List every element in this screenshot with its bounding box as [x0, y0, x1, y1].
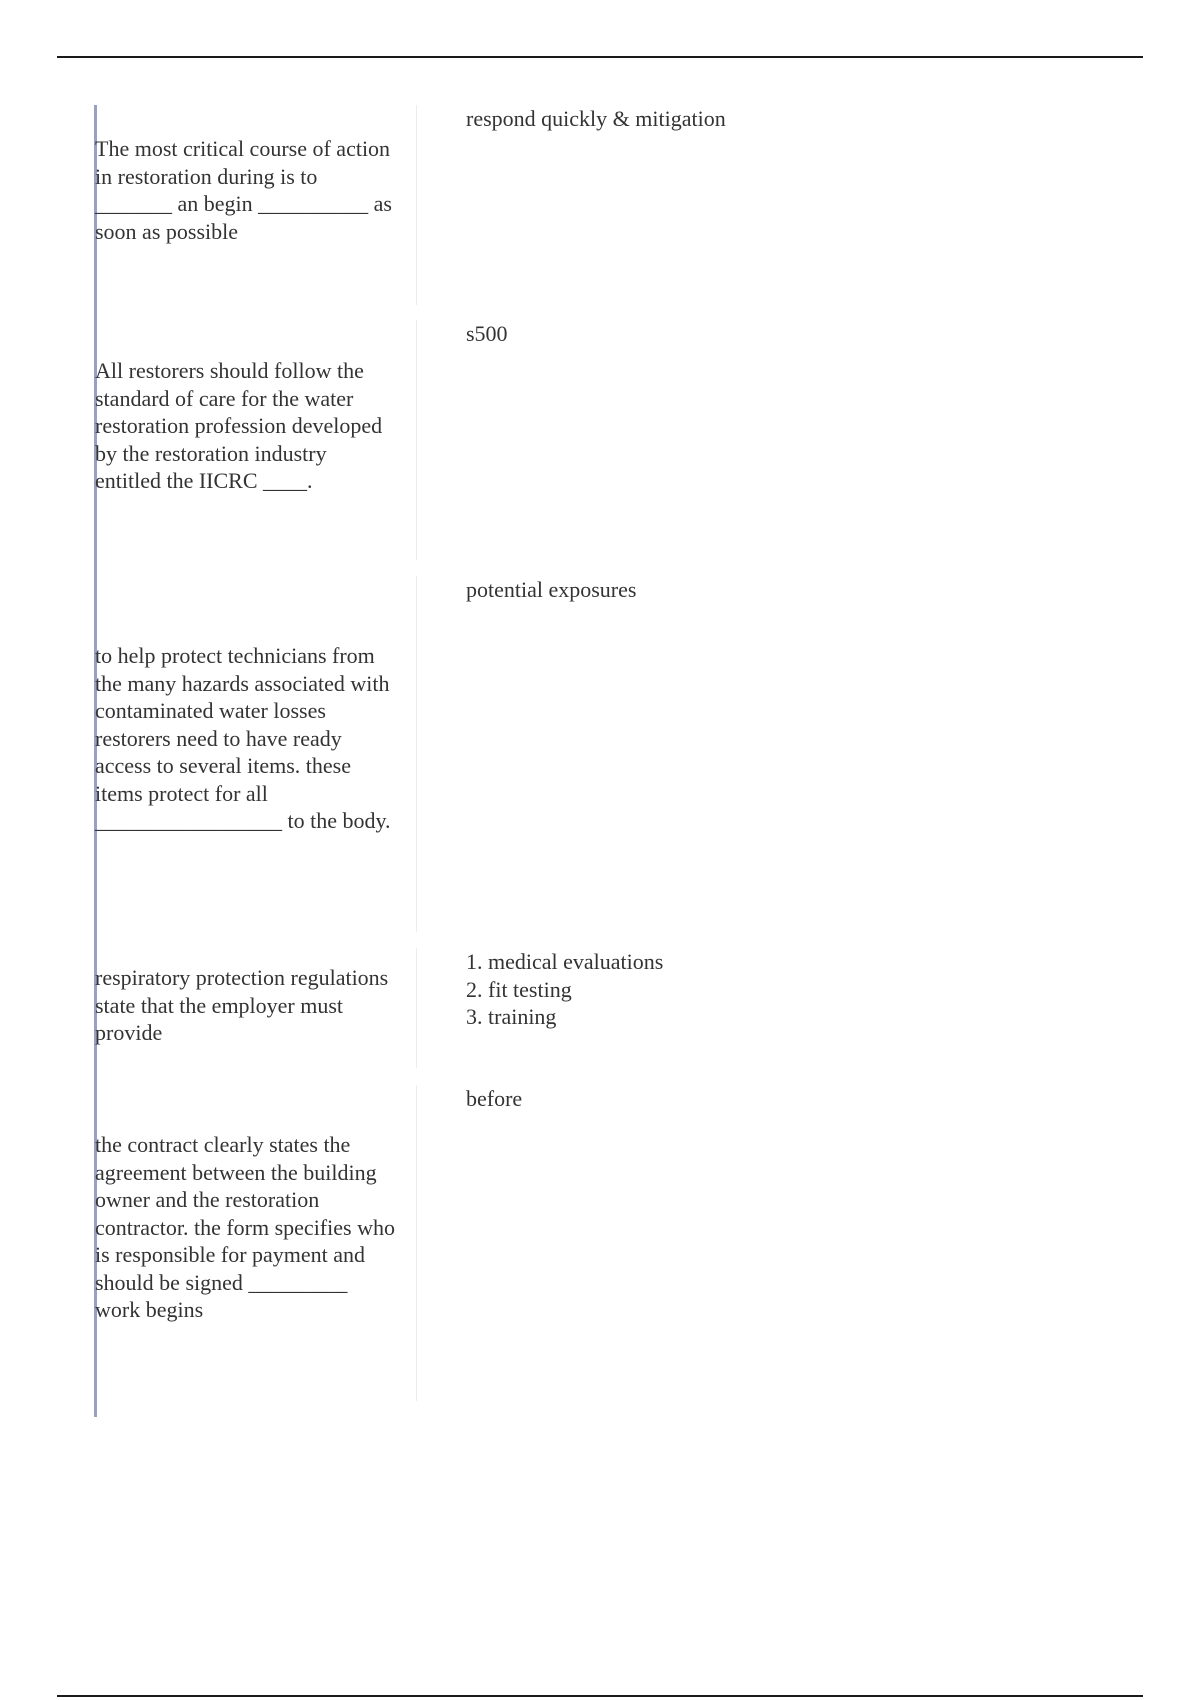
card-answer: before: [466, 1086, 523, 1111]
card-question: The most critical course of action in restoration during is to _______ an begin __________ as soon as possible: [95, 136, 398, 244]
card-question: All restorers should follow the standard of care for the water restoration profession developed by the restoration industry entitled the IICRC ____.: [95, 358, 388, 493]
column-divider: [416, 576, 417, 932]
column-divider: [416, 320, 417, 560]
flashcard: [0, 576, 1200, 932]
flashcard: [0, 948, 1200, 1068]
card-question: to help protect technicians from the many hazards associated with contaminated water losses restorers need to have ready access to several items. these items protect for all _________________ to the body.: [95, 643, 395, 833]
flashcard: [0, 320, 1200, 560]
flashcard: [0, 105, 1200, 305]
card-answer: respond quickly & mitigation: [466, 106, 726, 131]
flashcard: [0, 1085, 1200, 1401]
card-answer: s500: [466, 321, 508, 346]
top-rule: [57, 56, 1143, 58]
column-divider: [416, 1085, 417, 1401]
card-question: the contract clearly states the agreement between the building owner and the restoration contractor. the form specifies who is responsible for payment and should be signed _________ work begins: [95, 1132, 401, 1322]
column-divider: [416, 948, 417, 1068]
card-question: respiratory protection regulations state that the employer must provide: [95, 965, 394, 1045]
card-answer: potential exposures: [466, 577, 637, 602]
column-divider: [416, 105, 417, 305]
card-answer: 1. medical evaluations 2. fit testing 3. training: [466, 949, 664, 1029]
bottom-rule: [57, 1695, 1143, 1697]
